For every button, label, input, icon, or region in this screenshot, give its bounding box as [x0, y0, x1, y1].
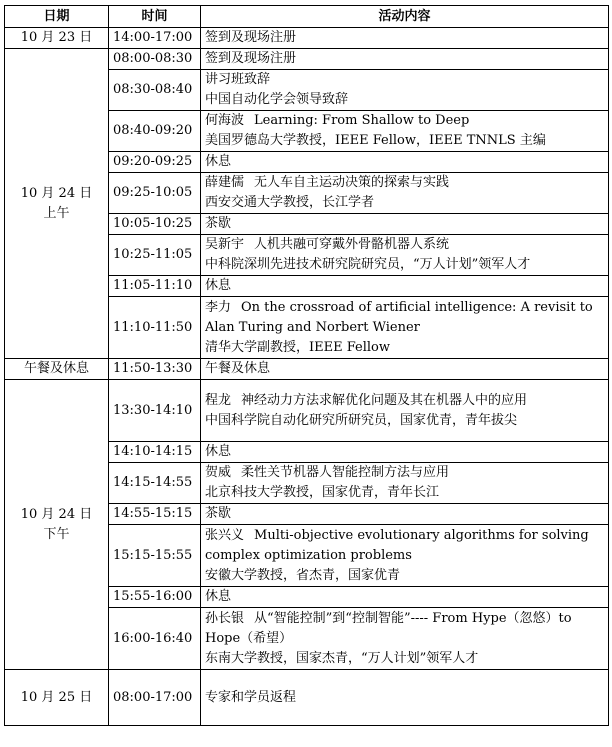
speaker-affiliation: 中科院深圳先进技术研究院研究员，“万人计划”领军人才 [205, 257, 531, 272]
content-line: 茶歇 [205, 216, 232, 231]
date-cell: 10 月 23 日 [5, 28, 109, 49]
content-line: 讲习班致辞 [205, 72, 271, 87]
table-row [5, 670, 609, 726]
content-line: 中国自动化学会领导致辞 [205, 92, 349, 107]
time-cell: 10:05-10:25 [109, 214, 201, 235]
talk-heading [205, 391, 604, 411]
content-line: 休息 [205, 444, 232, 459]
talk-title: 从“智能控制”到“控制智能”---- From Hype（忽悠）to Hope（希望） [205, 610, 572, 646]
content-cell [201, 670, 609, 726]
schedule-table [4, 5, 609, 726]
speaker-name: 张兴义 [205, 527, 245, 543]
content-line: 签到及现场注册 [205, 30, 297, 45]
date-line: 10 月 24 日 [20, 506, 93, 522]
content-cell [201, 608, 609, 670]
speaker-affiliation: 北京科技大学教授，国家优青，青年长江 [205, 485, 440, 500]
talk-heading [205, 526, 604, 566]
talk-heading [205, 235, 604, 255]
speaker-name: 薛建儒 [205, 175, 245, 190]
content-cell [201, 214, 609, 235]
time-cell: 08:30-08:40 [109, 70, 201, 111]
content-cell [201, 380, 609, 442]
content-cell [201, 111, 609, 152]
time-cell: 08:40-09:20 [109, 111, 201, 152]
time-cell: 14:10-14:15 [109, 442, 201, 463]
talk-heading [205, 463, 604, 483]
talk-heading [205, 111, 604, 131]
content-cell [201, 235, 609, 276]
date-line: 下午 [43, 526, 70, 542]
date-line: 上午 [43, 205, 70, 221]
content-cell [201, 463, 609, 504]
speaker-affiliation: 安徽大学教授，省杰青，国家优青 [205, 567, 401, 583]
date-line: 10 月 24 日 [20, 185, 93, 201]
content-line: 休息 [205, 278, 232, 293]
time-cell: 10:25-11:05 [109, 235, 201, 276]
time-cell: 08:00-08:30 [109, 49, 201, 70]
table-row [5, 49, 609, 70]
content-line: 茶歇 [205, 506, 232, 521]
speaker-affiliation: 美国罗德岛大学教授，IEEE Fellow，IEEE TNNLS 主编 [205, 133, 546, 148]
date-cell: 午餐及休息 [5, 359, 109, 380]
talk-heading [205, 298, 604, 338]
speaker-affiliation: 中国科学院自动化研究所研究员，国家优青，青年拔尖 [205, 412, 518, 428]
time-cell: 11:10-11:50 [109, 297, 201, 359]
time-cell: 16:00-16:40 [109, 608, 201, 670]
time-cell: 15:55-16:00 [109, 587, 201, 608]
speaker-affiliation: 东南大学教授，国家杰青，“万人计划”领军人才 [205, 650, 479, 666]
content-line: 休息 [205, 589, 232, 604]
talk-title: Learning: From Shallow to Deep [254, 113, 470, 128]
content-line: 休息 [205, 154, 232, 169]
content-cell [201, 49, 609, 70]
time-cell: 15:15-15:55 [109, 525, 201, 587]
speaker-name: 吴新宇 [205, 237, 245, 252]
content-cell [201, 152, 609, 173]
content-cell [201, 297, 609, 359]
talk-title: On the crossroad of artificial intelligence: A revisit to Alan Turing and Norbert Wiener [205, 299, 593, 335]
time-cell: 08:00-17:00 [109, 670, 201, 726]
time-cell: 11:05-11:10 [109, 276, 201, 297]
header-time: 时间 [109, 6, 201, 28]
speaker-name: 程龙 [205, 392, 232, 408]
content-line: 签到及现场注册 [205, 51, 297, 66]
header-content: 活动内容 [201, 6, 609, 28]
time-cell: 09:25-10:05 [109, 173, 201, 214]
speaker-name: 李力 [205, 299, 232, 315]
speaker-affiliation: 清华大学副教授，IEEE Fellow [205, 339, 391, 355]
speaker-affiliation: 西安交通大学教授，长江学者 [205, 195, 375, 210]
time-cell: 14:00-17:00 [109, 28, 201, 49]
content-line: 专家和学员返程 [205, 689, 297, 705]
speaker-name: 孙长银 [205, 610, 245, 626]
talk-title: 人机共融可穿戴外骨骼机器人系统 [254, 237, 450, 252]
content-cell [201, 359, 609, 380]
date-cell [5, 49, 109, 359]
talk-heading [205, 609, 604, 649]
time-cell: 14:55-15:15 [109, 504, 201, 525]
time-cell: 14:15-14:55 [109, 463, 201, 504]
talk-title: Multi-objective evolutionary algorithms for solving complex optimization problems [205, 527, 589, 563]
content-cell [201, 504, 609, 525]
speaker-name: 何海波 [205, 113, 245, 128]
content-cell [201, 28, 609, 49]
speaker-name: 贺威 [205, 465, 232, 480]
table-row [5, 28, 609, 49]
header-date: 日期 [5, 6, 109, 28]
time-cell: 09:20-09:25 [109, 152, 201, 173]
content-cell [201, 525, 609, 587]
talk-title: 神经动力方法求解优化问题及其在机器人中的应用 [241, 392, 528, 408]
date-cell: 10 月 25 日 [5, 670, 109, 726]
talk-heading [205, 173, 604, 193]
content-cell [201, 70, 609, 111]
talk-title: 无人车自主运动决策的探索与实践 [254, 175, 450, 190]
time-cell: 11:50-13:30 [109, 359, 201, 380]
table-row [5, 359, 609, 380]
content-cell [201, 442, 609, 463]
talk-title: 柔性关节机器人智能控制方法与应用 [241, 465, 450, 480]
table-row [5, 380, 609, 442]
date-cell [5, 380, 109, 670]
header-row [5, 6, 609, 28]
content-line: 午餐及休息 [205, 361, 271, 376]
content-cell [201, 173, 609, 214]
time-cell: 13:30-14:10 [109, 380, 201, 442]
content-cell [201, 276, 609, 297]
content-cell [201, 587, 609, 608]
